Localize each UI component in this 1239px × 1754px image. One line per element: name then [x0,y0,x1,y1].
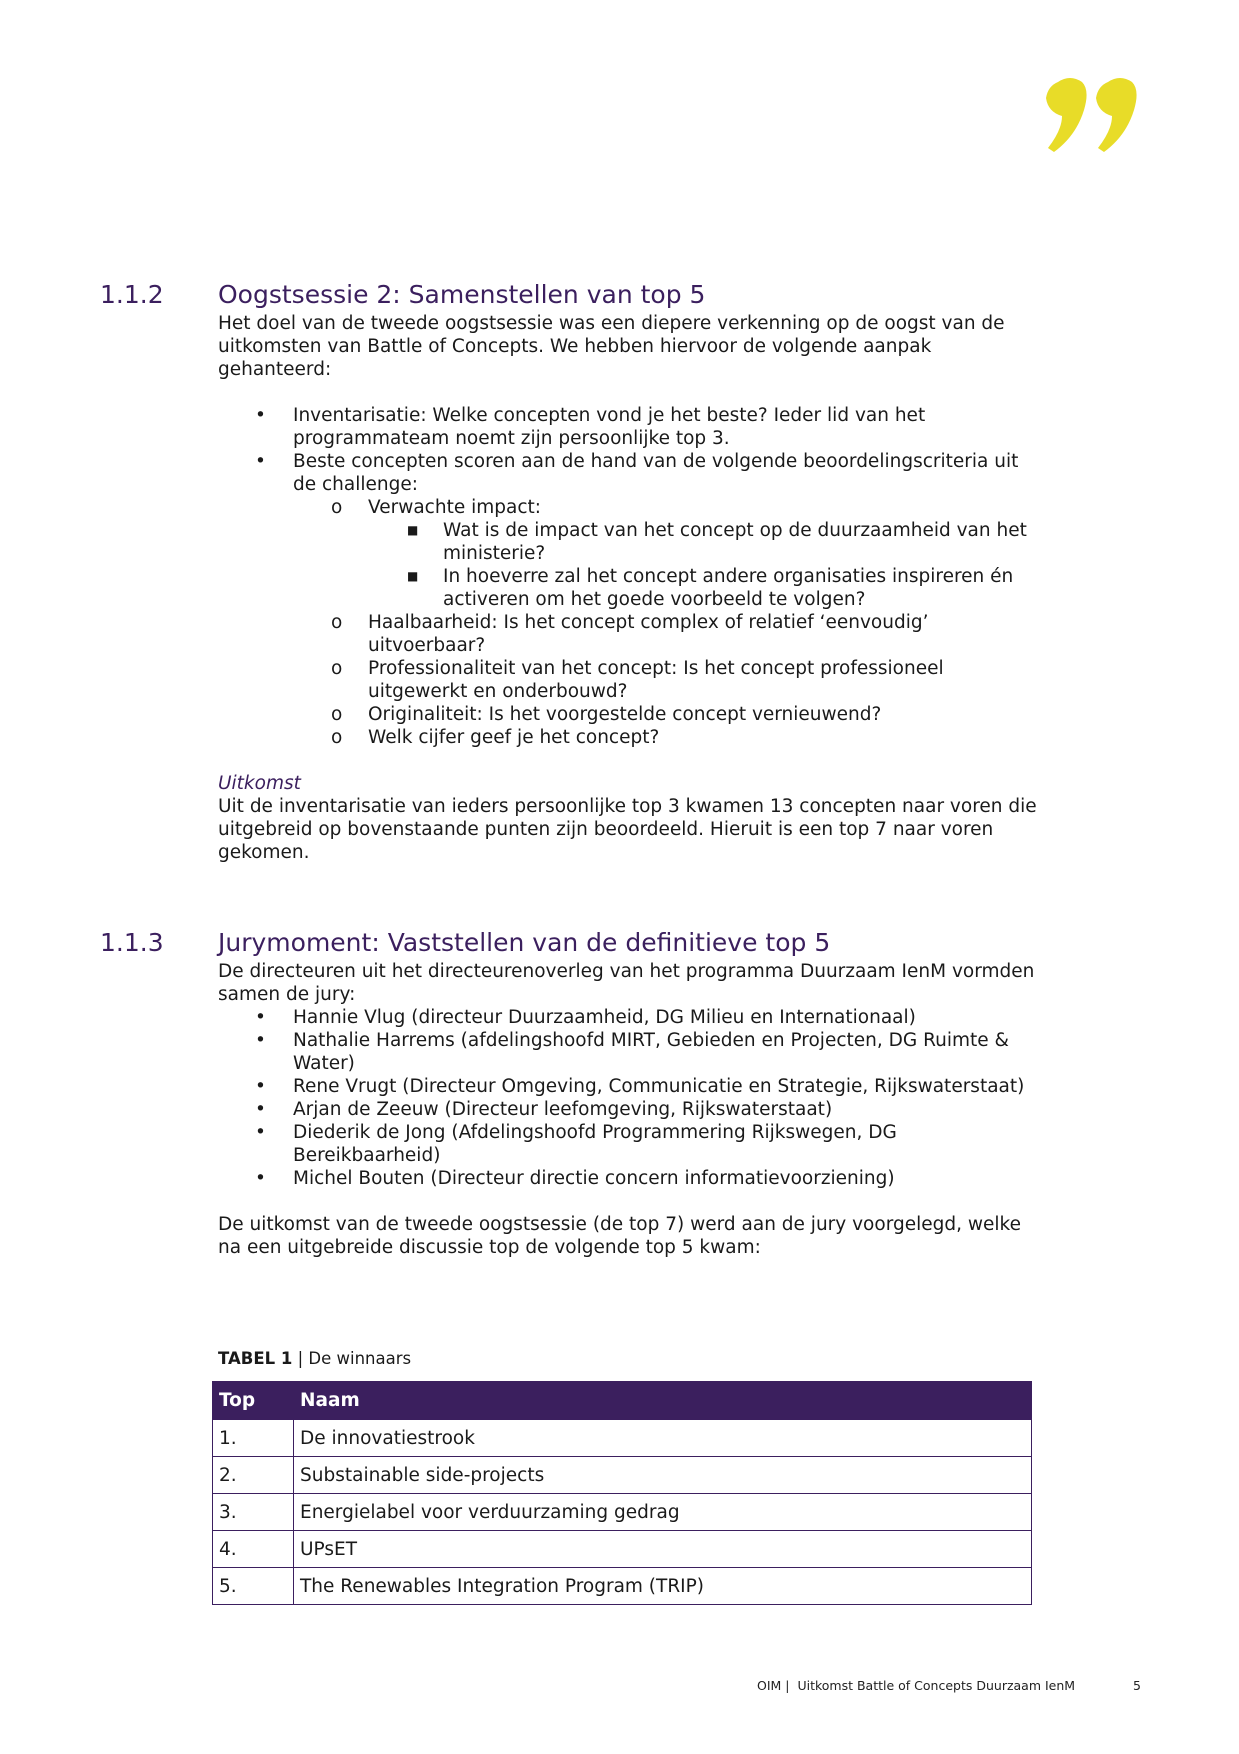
jury-member: • Diederik de Jong (Afdelingshoofd Programmering Rijkswegen, DG Bereikbaarheid) [255,1122,897,1166]
result-paragraph: Uit de inventarisatie van ieders persoonlijke top 3 kwamen 13 concepten naar voren die uitgebreid op bovenstaande punten zijn beoordeeld. Hieruit is een top 7 naar voren gekomen. [218,796,1037,863]
jury-member: • Arjan de Zeeuw (Directeur leefomgeving, Rijkswaterstaat) [255,1099,833,1120]
column-header-name: Naam [294,1382,1032,1420]
rank-cell: 1. [213,1420,294,1457]
jury-member: • Hannie Vlug (directeur Duurzaamheid, DG Milieu en Internationaal) [255,1007,916,1028]
jury-member: • Rene Vrugt (Directeur Omgeving, Communicatie en Strategie, Rijkswaterstaat) [255,1076,1025,1097]
approach-list [218,404,1038,749]
rank-cell: 5. [213,1568,294,1605]
rank-cell: 2. [213,1457,294,1494]
table-row [213,1494,1032,1531]
section-title: Oogstsessie 2: Samenstellen van top 5 [218,280,706,309]
criteria-item: o Professionaliteit van het concept: Is het concept professioneel uitgewerkt en onderbouwd? [331,658,944,702]
result-heading: Uitkomst [218,773,301,794]
table-caption-label: TABEL 1 [218,1349,293,1368]
list-item: • Beste concepten scoren aan de hand van de volgende beoordelingscriteria uit de challenge: [255,451,1019,495]
criteria-item: o Verwachte impact: [331,497,541,518]
jury-member: • Michel Bouten (Directeur directie concern informatievoorziening) [255,1168,895,1189]
section-number: 1.1.3 [100,928,164,957]
table-row [213,1531,1032,1568]
jury-list [218,1006,1038,1190]
rank-cell: 4. [213,1531,294,1568]
list-item: • Inventarisatie: Welke concepten vond je het beste? Ieder lid van het programmateam noemt zijn persoonlijke top 3. [255,405,926,449]
page-footer: OIM | Uitkomst Battle of Concepts Duurzaam IenM [757,1678,1076,1693]
outro-paragraph: De uitkomst van de tweede oogstsessie (de top 7) werd aan de jury voorgelegd, welke na een uitgebreide discussie top de volgende top 5 kwam: [218,1214,1021,1258]
name-cell: De innovatiestrook [294,1420,1032,1457]
intro-paragraph: De directeuren uit het directeurenoverleg van het programma Duurzaam IenM vormden samen de jury: [218,961,1035,1005]
criteria-item: o Originaliteit: Is het voorgestelde concept vernieuwend? [331,704,882,725]
column-header-top: Top [213,1382,294,1420]
table-caption-text: De winnaars [308,1349,412,1368]
criteria-item: o Welk cijfer geef je het concept? [331,727,660,748]
name-cell: Substainable side-projects [294,1457,1032,1494]
quote-mark-icon [1040,70,1150,170]
section-1-1-2-body [218,312,1038,864]
section-title: Jurymoment: Vaststellen van de definitieve top 5 [218,928,831,957]
rank-cell: 3. [213,1494,294,1531]
name-cell: UPsET [294,1531,1032,1568]
table-caption-separator: | [292,1349,309,1368]
jury-member: • Nathalie Harrems (afdelingshoofd MIRT, Gebieden en Projecten, DG Ruimte & Water) [255,1030,1009,1074]
impact-question: ■ In hoeverre zal het concept andere organisaties inspireren én activeren om het goede voorbeeld te volgen? [407,566,1014,610]
section-1-1-3-body [218,960,1038,1259]
winners-table [212,1381,1032,1605]
name-cell: Energielabel voor verduurzaming gedrag [294,1494,1032,1531]
name-cell: The Renewables Integration Program (TRIP) [294,1568,1032,1605]
page-number: 5 [1133,1678,1141,1693]
table-row [213,1568,1032,1605]
table-row [213,1457,1032,1494]
impact-question: ■ Wat is de impact van het concept op de duurzaamheid van het ministerie? [407,520,1027,564]
section-number: 1.1.2 [100,280,164,309]
table-row [213,1420,1032,1457]
criteria-item: o Haalbaarheid: Is het concept complex of relatief ‘eenvoudig’ uitvoerbaar? [331,612,929,656]
table-caption [218,1349,411,1368]
intro-paragraph: Het doel van de tweede oogstsessie was een diepere verkenning op de oogst van de uitkomsten van Battle of Concepts. We hebben hiervoor de volgende aanpak gehanteerd: [218,313,1005,380]
table-header-row [213,1382,1032,1420]
